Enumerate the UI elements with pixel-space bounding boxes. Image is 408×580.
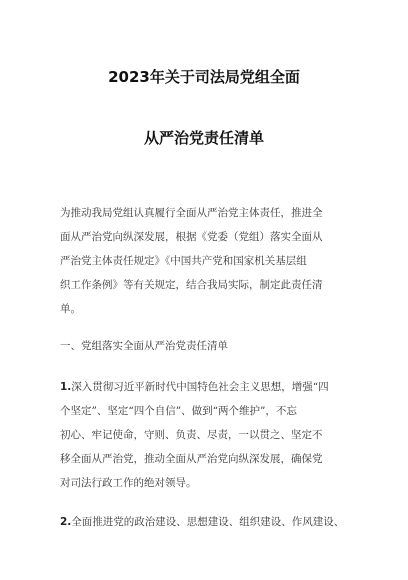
list-item-2-text: 全面推进党的政治建设、思想建设、组织建设、作风建设、: [71, 516, 345, 528]
list-item-1-line-3: 初心、牢记使命，守则、负责、尽责，一以贯之、坚定不: [60, 429, 323, 441]
list-item-2-number: 2.: [60, 516, 72, 528]
document-title-line-2: 从严治党责任清单: [143, 129, 264, 147]
intro-paragraph-line-2: 面从严治党向纵深发展，根据《党委（党组）落实全面从: [60, 231, 323, 243]
list-item-1-line-1: [60, 380, 329, 394]
intro-paragraph-line-1: 为推动我局党组认真履行全面从严治党主体责任，推进全: [60, 207, 323, 219]
intro-paragraph-line-4: 织工作条例》等有关规定，结合我局实际，制定此责任清: [60, 279, 323, 291]
list-item-1-number: 1.: [60, 381, 72, 393]
section-heading: 一、党组落实全面从严治党责任清单: [60, 340, 228, 352]
list-item-1-line-2: 个坚定”、坚定“四个自信”、做到“两个维护”，不忘: [60, 405, 297, 417]
intro-paragraph-line-3: 严治党主体责任规定》《中国共产党和国家机关基层组: [60, 255, 307, 267]
intro-paragraph-line-5: 单。: [60, 303, 81, 315]
list-item-2-line-1: [60, 515, 344, 529]
list-item-1-text: 深入贯彻习近平新时代中国特色社会主义思想，增强“四: [71, 381, 329, 393]
list-item-1-line-5: 对司法行政工作的绝对领导。: [60, 477, 197, 489]
list-item-1-line-4: 移全面从严治党，推动全面从严治党向纵深发展，确保党: [60, 453, 323, 465]
document-title-line-1: 2023年关于司法局党组全面: [108, 68, 300, 86]
